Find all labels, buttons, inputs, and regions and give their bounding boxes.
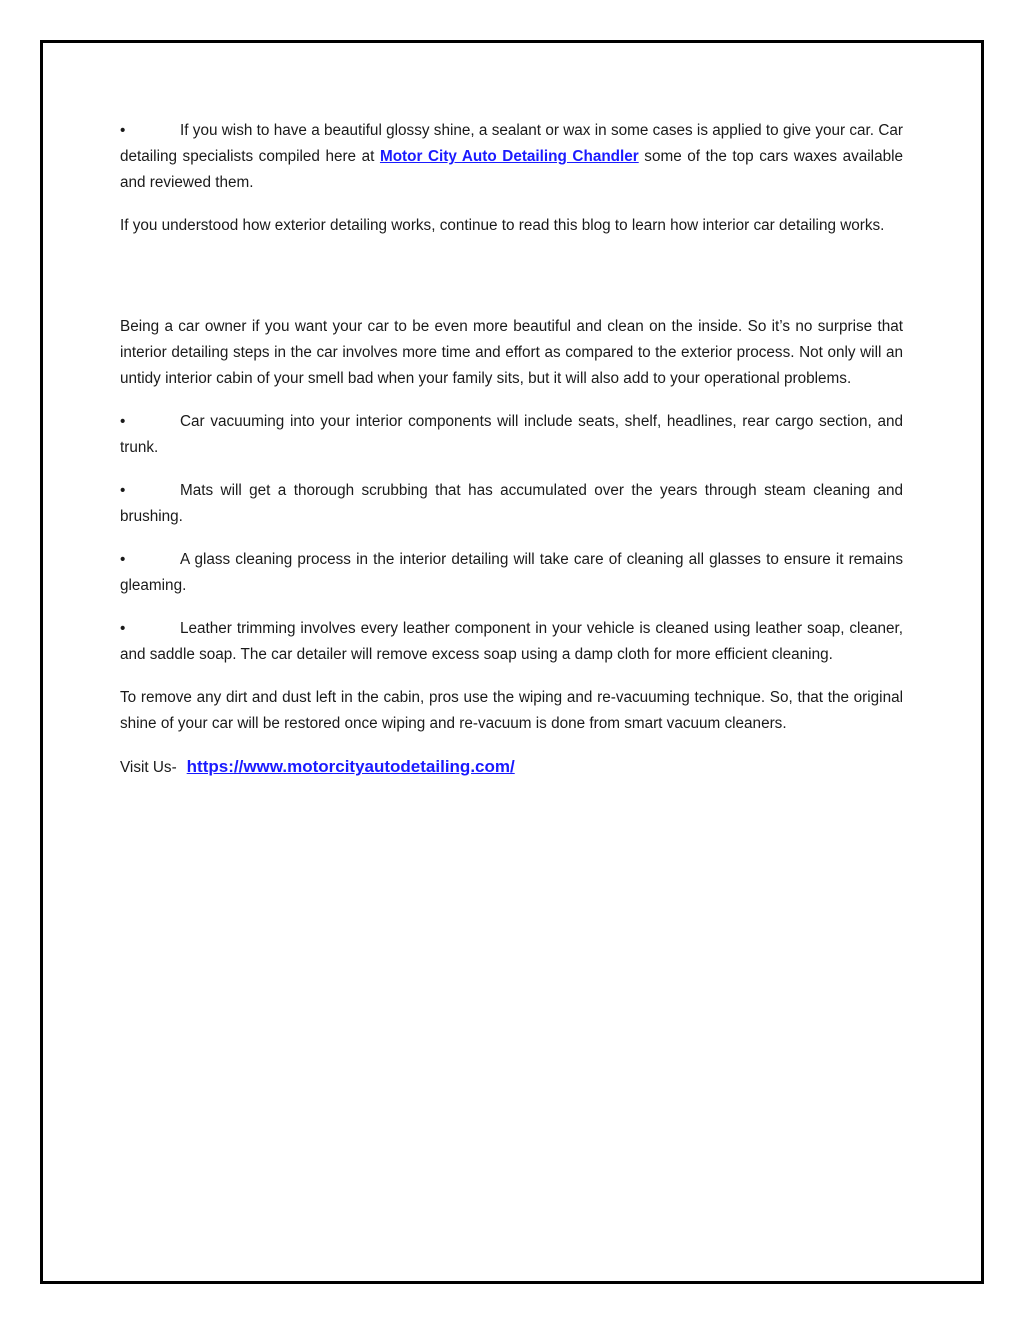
bullet-text: Leather trimming involves every leather component in your vehicle is cleaned using leather soap, cleaner, and saddle soap. The car detailer will remove excess soap using a damp cloth for more efficient cleaning. (120, 620, 903, 663)
bullet-text: Car vacuuming into your interior components will include seats, shelf, headlines, rear cargo section, and trunk. (120, 413, 903, 456)
bullet-marker: • (120, 620, 126, 637)
website-link[interactable]: https://www.motorcityautodetailing.com/ (186, 757, 515, 776)
bullet-marker: • (120, 122, 126, 139)
visit-us-line (120, 754, 903, 781)
document-body (120, 118, 903, 781)
bullet-marker: • (120, 413, 126, 430)
bullet-item-mats (120, 478, 903, 530)
bullet-marker: • (120, 482, 126, 499)
bullet-text: Mats will get a thorough scrubbing that has accumulated over the years through steam cleaning and brushing. (120, 482, 903, 525)
paragraph-wiping: To remove any dirt and dust left in the cabin, pros use the wiping and re-vacuuming technique. So, that the original shine of your car will be restored once wiping and re-vacuum is done from smart vacuum cleaners. (120, 689, 903, 732)
paragraph-exterior-intro: If you understood how exterior detailing works, continue to read this blog to learn how interior car detailing works. (120, 217, 885, 234)
section-spacer (120, 256, 903, 314)
paragraph-text: If you wish to have a beautiful glossy shine, a sealant or wax in some cases is applied to give your car. Car detailing specialists compiled here at (120, 122, 903, 165)
bullet-item-leather (120, 616, 903, 668)
bullet-item-vacuuming (120, 409, 903, 461)
bullet-item-glass (120, 547, 903, 599)
bullet-text: A glass cleaning process in the interior detailing will take care of cleaning all glasses to ensure it remains gleaming. (120, 551, 903, 594)
motor-city-chandler-link[interactable]: Motor City Auto Detailing Chandler (379, 148, 639, 165)
paragraph-interior-intro: Being a car owner if you want your car to be even more beautiful and clean on the inside. So it’s no surprise that interior detailing steps in the car involves more time and effort as compared to the exterior process. Not only will an untidy interior cabin of your smell bad when your family sits, but it will also add to your operational problems. (120, 318, 903, 387)
bullet-marker: • (120, 551, 126, 568)
paragraph-text: some of the top cars waxes available and reviewed them. (120, 148, 903, 191)
visit-us-label: Visit Us- (120, 759, 177, 776)
paragraph-wax-bullet (120, 118, 903, 196)
